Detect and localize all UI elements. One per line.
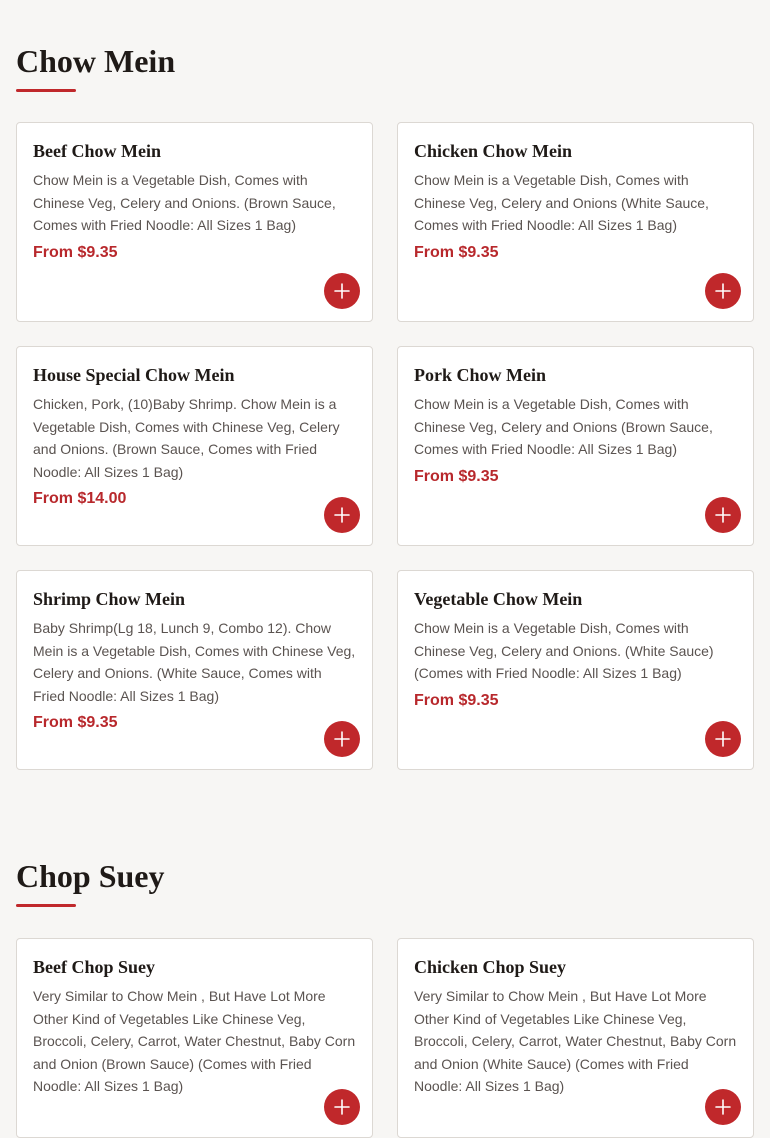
menu-item-card[interactable]	[397, 570, 754, 770]
menu-item-description: Chow Mein is a Vegetable Dish, Comes with Chinese Veg, Celery and Onions. (White Sauce) (Comes with Fried Noodle: All Sizes 1 Bag)	[414, 620, 714, 681]
menu-item-description: Chow Mein is a Vegetable Dish, Comes with Chinese Veg, Celery and Onions (White Sauce, Comes with Fried Noodle: All Sizes 1 Bag)	[414, 172, 709, 233]
section-title: Chop Suey	[16, 858, 165, 894]
menu-item-grid	[16, 122, 754, 770]
plus-icon	[715, 731, 731, 747]
plus-icon	[334, 1099, 350, 1115]
add-to-cart-button[interactable]	[324, 1089, 360, 1125]
menu-item-card[interactable]	[16, 570, 373, 770]
menu-item-card[interactable]	[16, 346, 373, 546]
menu-item-price: From $9.35	[414, 243, 499, 261]
menu-item-name: Beef Chow Mein	[33, 141, 161, 161]
menu-item-price: From $14.00	[33, 490, 127, 507]
add-to-cart-button[interactable]	[705, 273, 741, 309]
menu-item-card[interactable]	[16, 938, 373, 1138]
add-to-cart-button[interactable]	[705, 721, 741, 757]
add-to-cart-button[interactable]	[705, 497, 741, 533]
plus-icon	[334, 507, 350, 523]
menu-item-description: Very Similar to Chow Mein , But Have Lot More Other Kind of Vegetables Like Chinese Veg, Broccoli, Celery, Carrot, Water Chestnut, Baby Corn and Onion (Brown Sauce) (Comes with Fried Noodle: All Sizes 1 Bag)	[33, 988, 356, 1094]
menu-item-description: Chow Mein is a Vegetable Dish, Comes with Chinese Veg, Celery and Onions. (Brown Sauce, Comes with Fried Noodle: All Sizes 1 Bag)	[33, 172, 336, 233]
menu-item-description: Very Similar to Chow Mein , But Have Lot More Other Kind of Vegetables Like Chinese Veg, Broccoli, Celery, Carrot, Water Chestnut, Baby Corn and Onion (White Sauce) (Comes with Fried Noodle: All Sizes 1 Bag)	[414, 988, 737, 1094]
add-to-cart-button[interactable]	[705, 1089, 741, 1125]
add-to-cart-button[interactable]	[324, 497, 360, 533]
menu-item-name: Shrimp Chow Mein	[33, 589, 186, 609]
menu-item-name: Chicken Chow Mein	[414, 141, 573, 161]
plus-icon	[715, 507, 731, 523]
menu-item-price: From $9.35	[33, 714, 118, 731]
menu-item-name: Pork Chow Mein	[414, 365, 546, 385]
plus-icon	[334, 283, 350, 299]
menu-item-description: Chow Mein is a Vegetable Dish, Comes with Chinese Veg, Celery and Onions (Brown Sauce, Comes with Fried Noodle: All Sizes 1 Bag)	[414, 396, 713, 457]
menu-item-price: From $9.35	[33, 243, 118, 261]
menu-section-chow-mein	[16, 41, 754, 731]
section-underline	[16, 904, 76, 907]
menu-item-price: From $9.35	[414, 691, 499, 709]
menu-item-description: Baby Shrimp(Lg 18, Lunch 9, Combo 12). Chow Mein is a Vegetable Dish, Comes with Chinese Veg, Celery and Onions. (White Sauce, Comes with Fried Noodle: All Sizes 1 Bag)	[33, 620, 356, 704]
menu-item-card[interactable]	[397, 938, 754, 1138]
menu-item-card[interactable]	[16, 122, 373, 322]
menu-item-card[interactable]	[397, 346, 754, 546]
section-underline	[16, 89, 76, 92]
add-to-cart-button[interactable]	[324, 721, 360, 757]
menu-item-name: House Special Chow Mein	[33, 365, 235, 385]
section-title: Chow Mein	[16, 43, 176, 79]
menu-item-card[interactable]	[397, 122, 754, 322]
plus-icon	[715, 1099, 731, 1115]
menu-item-name: Chicken Chop Suey	[414, 957, 567, 977]
plus-icon	[334, 731, 350, 747]
add-to-cart-button[interactable]	[324, 273, 360, 309]
menu-item-name: Beef Chop Suey	[33, 957, 156, 977]
menu-item-description: Chicken, Pork, (10)Baby Shrimp. Chow Mein is a Vegetable Dish, Comes with Chinese Veg, Celery and Onions. (Brown Sauce, Comes with Fried Noodle: All Sizes 1 Bag)	[33, 396, 340, 480]
plus-icon	[715, 283, 731, 299]
menu-item-price: From $9.35	[414, 467, 499, 485]
menu-item-name: Vegetable Chow Mein	[414, 589, 583, 609]
menu-section-chop-suey	[16, 856, 754, 1094]
menu-item-grid	[16, 938, 754, 1138]
